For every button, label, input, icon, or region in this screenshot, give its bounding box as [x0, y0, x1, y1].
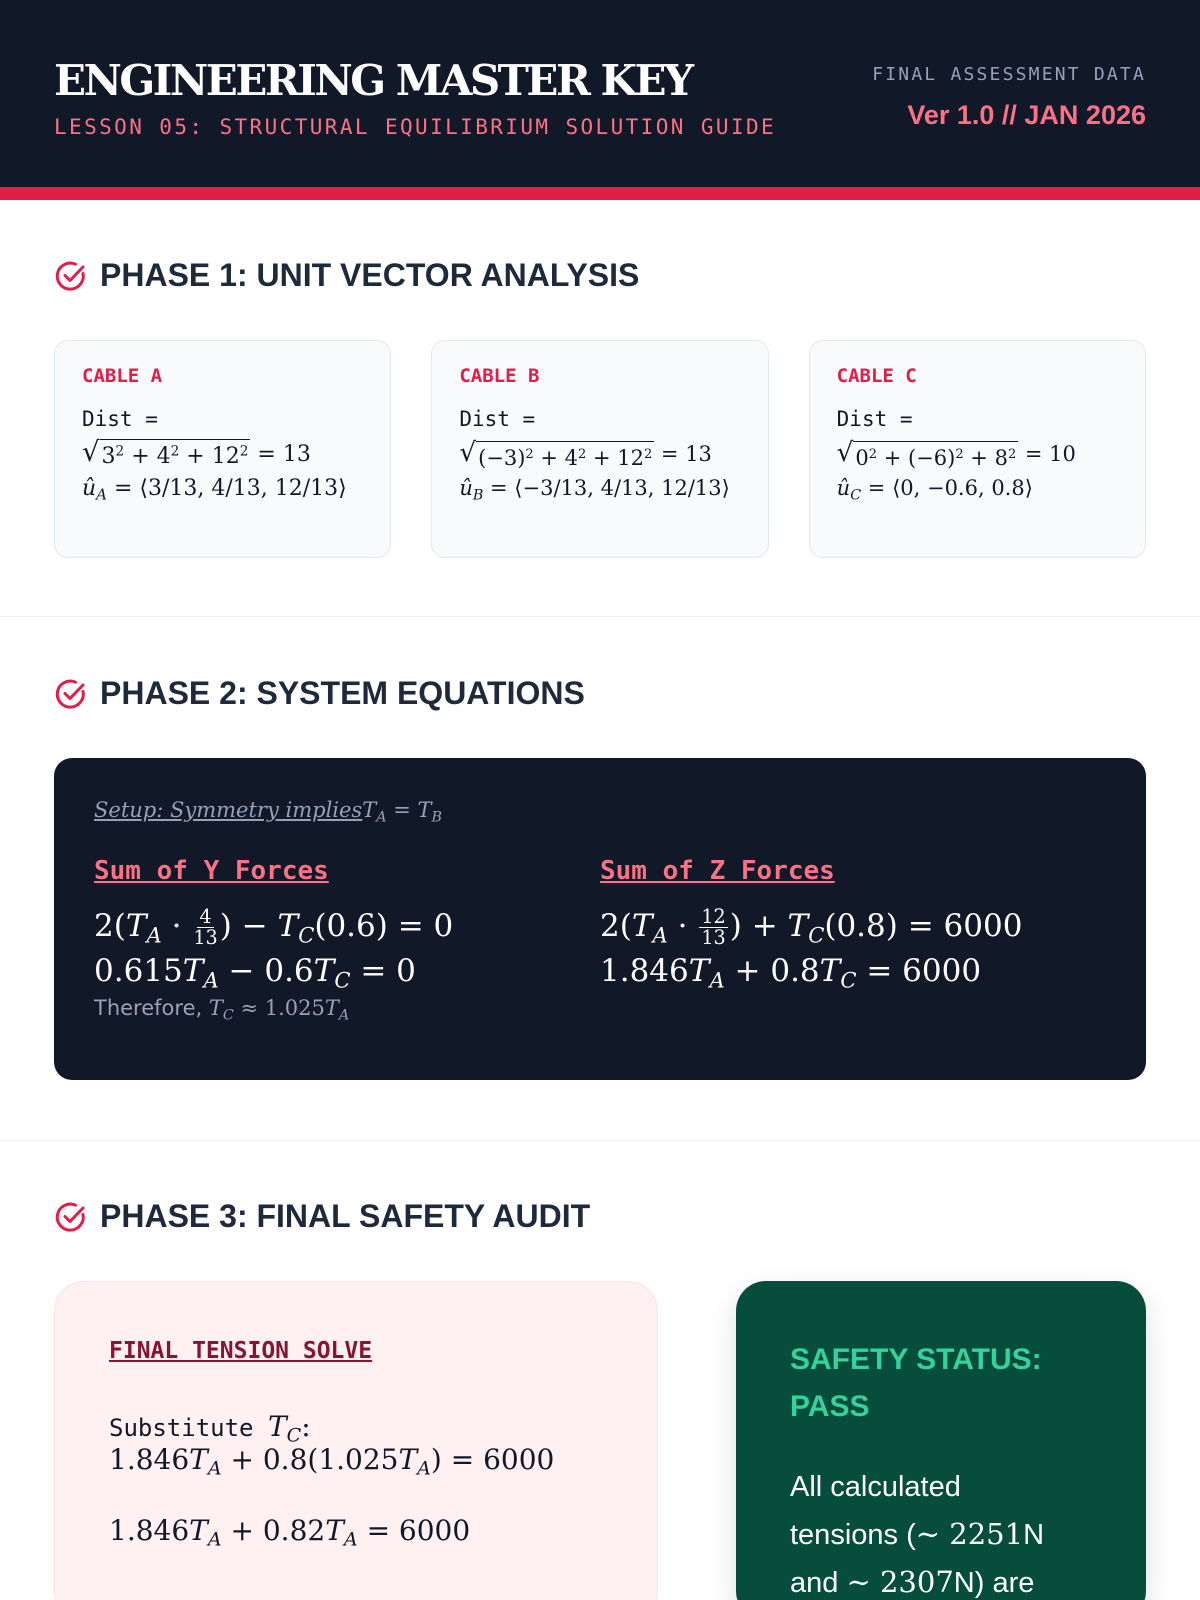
- z-equation-1-result: = 6000: [907, 908, 1023, 944]
- y-equation-2-result: = 0: [360, 952, 416, 989]
- final-tension-card: [54, 1281, 658, 1600]
- cable-a-title: CABLE A: [82, 365, 163, 387]
- phase-3-section: [0, 1141, 1200, 1600]
- page-header: [0, 0, 1200, 200]
- cable-c-distance: √ $0^2 + (-6)^2 + 8^2$ = 10 $û_C$ = ⟨0, −0.6, 0.8⟩: [836, 438, 1076, 504]
- phase-1-section: [0, 200, 1200, 616]
- therefore-line: Therefore, $T_C \approx 1.025T_A$: [94, 995, 350, 1024]
- cable-a-unit-vector: = ⟨3/13, 4/13, 12/13⟩: [113, 475, 347, 501]
- safety-status-title: [790, 1337, 1094, 1430]
- cable-cards: [54, 340, 1146, 558]
- cable-b-title: CABLE B: [459, 365, 540, 387]
- safety-status-text: All calculated tensions (∼ 2251N and ∼ 2307N) are: [790, 1471, 1045, 1599]
- cable-a-distance: √ $3^2 + 4^2 + 12^2$ = 13 $û_A$ = ⟨3/13, 4/13, 12/13⟩: [82, 436, 347, 504]
- safety-text-line-3: and: [790, 1566, 839, 1599]
- safety-status-card: [736, 1281, 1146, 1600]
- phase-2-heading: [54, 675, 1146, 712]
- therefore-text: Therefore,: [94, 995, 203, 1020]
- y-equation-1: $2(T_A$ · $\frac{4}{13}$ ) − $T_C(0.6) = 0$: [94, 904, 454, 949]
- tension-value-1: 2251: [949, 1516, 1024, 1551]
- setup-text: Setup: Symmetry implies: [94, 798, 363, 822]
- cable-b-distance: √ $(-3)^2 + 4^2 + 12^2$ = 13 $û_B$ = ⟨−3/13, 4/13, 12/13⟩: [459, 438, 730, 504]
- check-circle-icon: [54, 1200, 88, 1234]
- z-equation-2-result: = 6000: [866, 952, 982, 989]
- cable-c-unit-vector: = ⟨0, −0.6, 0.8⟩: [867, 476, 1033, 501]
- safety-status-label: SAFETY STATUS:: [790, 1343, 1042, 1376]
- y-equation-1-result: = 0: [397, 908, 454, 944]
- phase-2-heading-text: PHASE 2: SYSTEM EQUATIONS: [100, 675, 585, 711]
- z-forces-title: Sum of Z Forces: [600, 856, 835, 886]
- cable-b-card: [431, 340, 768, 558]
- page-title: ENGINEERING MASTER KEY: [54, 56, 692, 105]
- safety-text-line-3-end: N) are: [953, 1566, 1035, 1599]
- phase-2-section: [0, 617, 1200, 1140]
- z-equation-1: $2(T_A$ · $\frac{12}{13}$ ) + $T_C(0.8) = 6000$: [600, 904, 1023, 949]
- tension-unit-1: N: [1023, 1518, 1045, 1551]
- cable-a-card: [54, 340, 391, 558]
- safety-text-line-2: tensions (: [790, 1518, 916, 1551]
- phase-3-heading: [54, 1198, 1146, 1235]
- substitute-text: Substitute: [109, 1414, 254, 1442]
- system-equations-panel: [54, 758, 1146, 1080]
- cable-c-distance-result: = 10: [1024, 442, 1076, 466]
- safety-status-value: PASS: [790, 1389, 870, 1423]
- cable-c-title: CABLE C: [836, 365, 917, 387]
- z-equation-2: $1.846T_A + 0.8T_C = 6000$: [600, 952, 982, 993]
- cable-b-distance-result: = 13: [660, 442, 712, 466]
- z-forces-column: [600, 856, 1106, 1020]
- y-forces-title: Sum of Y Forces: [94, 856, 329, 886]
- phase-3-heading-text: PHASE 3: FINAL SAFETY AUDIT: [100, 1198, 591, 1234]
- cable-a-distance-result: = 13: [257, 442, 311, 467]
- tension-equation-2: $1.846T_A + 0.82T_A = 6000$: [109, 1514, 471, 1551]
- y-equation-2: $0.615T_A - 0.6T_C = 0$: [94, 952, 416, 993]
- y-forces-column: [94, 856, 600, 1024]
- cable-b-dist-label: Dist =: [459, 407, 536, 431]
- phase-1-heading-text: PHASE 1: UNIT VECTOR ANALYSIS: [100, 257, 640, 293]
- check-circle-icon: [54, 259, 88, 293]
- final-tension-title: FINAL TENSION SOLVE: [109, 1338, 373, 1364]
- setup-line: Setup: Symmetry impliesT$_A$ = $T_B$: [94, 798, 442, 826]
- cable-c-dist-label: Dist =: [836, 407, 913, 431]
- tension-equation-1-result: = 6000: [450, 1443, 555, 1476]
- cable-b-unit-vector: = ⟨−3/13, 4/13, 12/13⟩: [490, 476, 730, 501]
- phase-1-heading: [54, 257, 1146, 294]
- cable-a-dist-label: Dist =: [82, 407, 158, 431]
- tension-equation-1: $1.846T_A + 0.8(1.025T_A) = 6000$: [109, 1443, 555, 1480]
- page-subtitle: LESSON 05: STRUCTURAL EQUILIBRIUM SOLUTION GUIDE: [54, 115, 777, 139]
- tension-value-2: 2307: [879, 1564, 954, 1599]
- substitute-line: Substitute $T_C$:: [109, 1410, 311, 1447]
- tension-equation-2-result: = 6000: [366, 1514, 471, 1547]
- safety-text-line-1: All calculated: [790, 1471, 961, 1503]
- assessment-label: FINAL ASSESSMENT DATA: [872, 64, 1146, 85]
- check-circle-icon: [54, 677, 88, 711]
- cable-c-card: [809, 340, 1146, 558]
- version-label: Ver 1.0 // JAN 2026: [907, 100, 1146, 130]
